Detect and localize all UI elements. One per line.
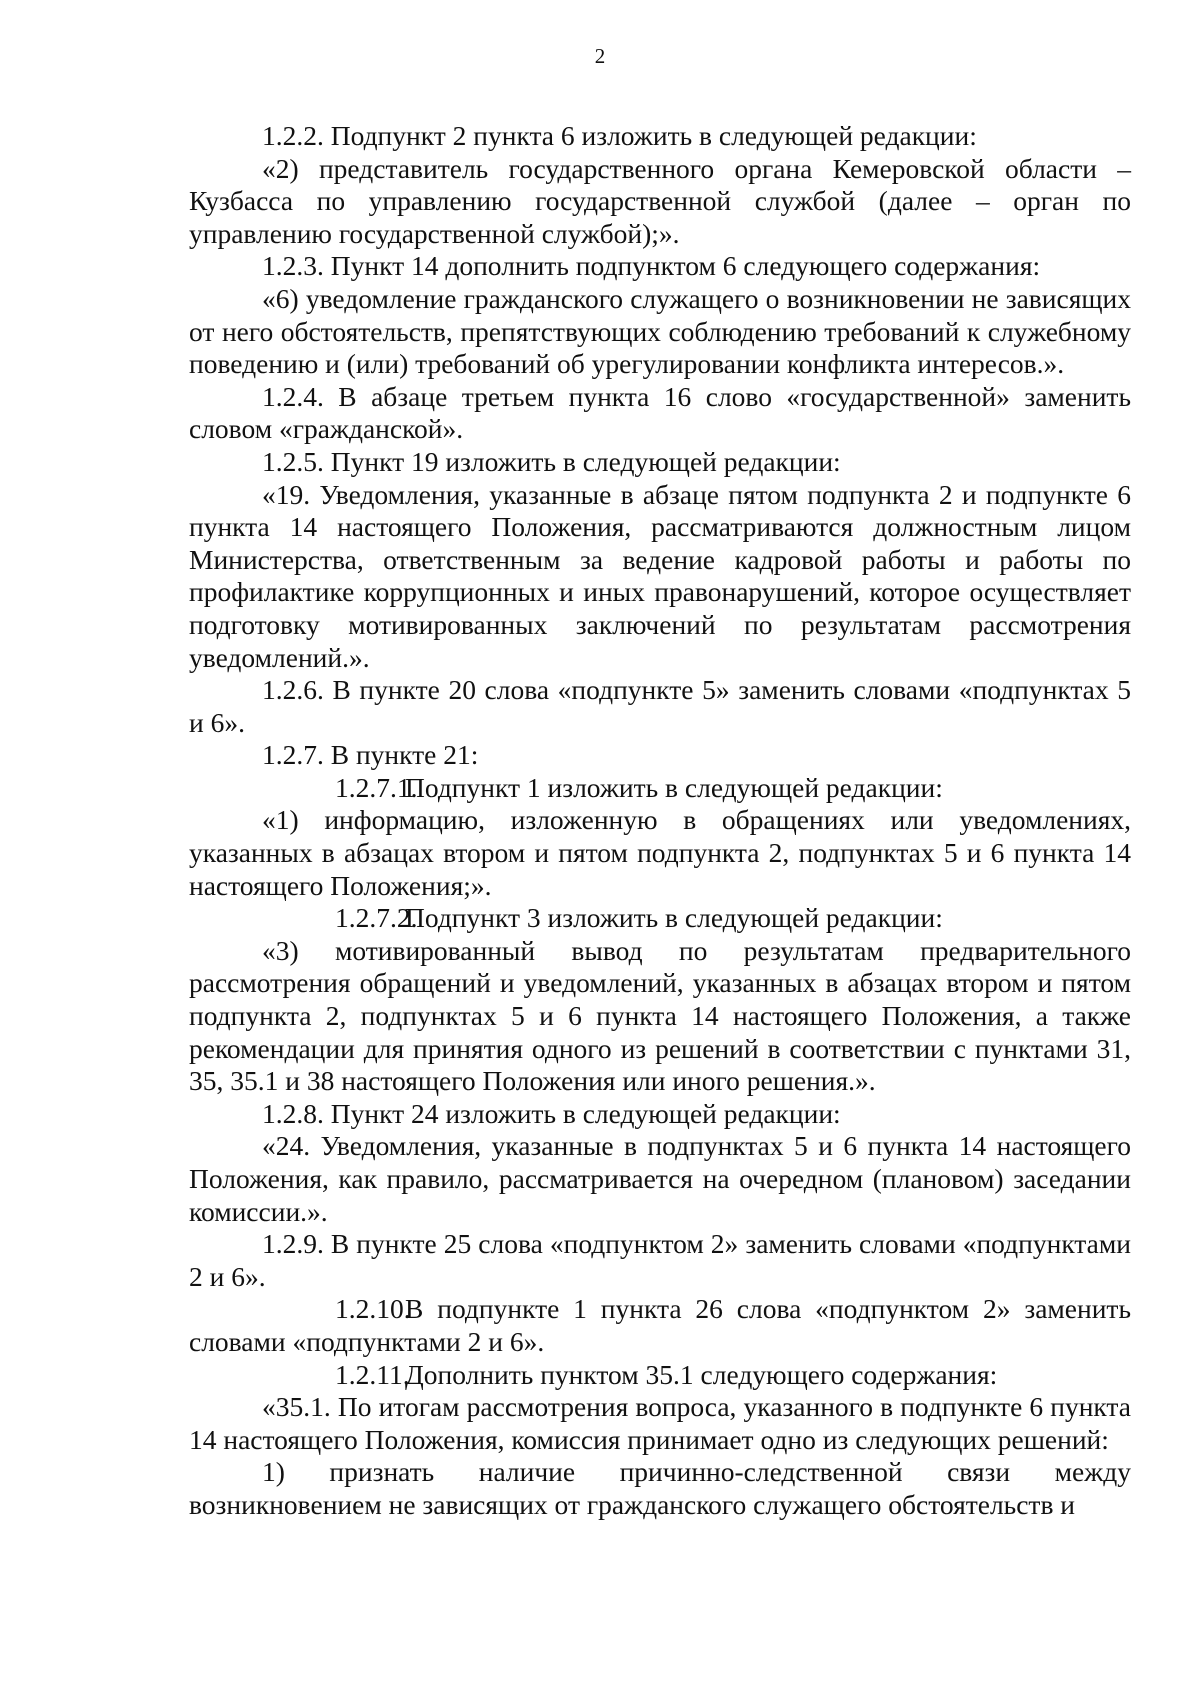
paragraph-number: 1.2.7.2. <box>335 902 418 934</box>
page-number: 2 <box>594 44 606 68</box>
paragraph-quote-6: «6) уведомление гражданского служащего о возникновении не зависящих от него обстоятельств, препятствующих соблюдению требований к служебному поведению и (или) требований об урегулировании конфликта интересов.». <box>189 282 1131 380</box>
document-body <box>189 120 1131 1522</box>
paragraph-1-2-5: 1.2.5. Пункт 19 изложить в следующей редакции: <box>262 445 841 477</box>
paragraph-1-2-7-2: 1.2.7.2.Подпункт 3 изложить в следующей редакции: <box>189 902 1131 935</box>
paragraph-item-1: 1) признать наличие причинно-следственной связи между возникновением не зависящих от гражданского служащего обстоятельств и <box>189 1456 1131 1520</box>
paragraph-1-2-2: 1.2.2. Подпункт 2 пункта 6 изложить в следующей редакции: <box>262 120 977 151</box>
paragraph-1-2-3: 1.2.3. Пункт 14 дополнить подпунктом 6 следующего содержания: <box>262 250 1041 282</box>
paragraph-quote-35-1: «35.1. По итогам рассмотрения вопроса, указанного в подпункте 6 пункта 14 настоящего Положения, комиссия принимает одно из следующих решений: <box>189 1391 1131 1455</box>
paragraph-quote-3: «3) мотивированный вывод по результатам предварительного рассмотрения обращений и уведомлений, указанных в абзацах втором и пятом подпункта 2, подпунктах 5 и 6 пункта 14 настоящего Положения, а также рекомендации для принятия одного из решений в соответствии с пунктами 31, 35, 35.1 и 38 настоящего Положения или иного решения.». <box>189 934 1131 1097</box>
paragraph-1-2-11: 1.2.11.Дополнить пунктом 35.1 следующего содержания: <box>189 1359 1131 1392</box>
paragraph-quote-24: «24. Уведомления, указанные в подпунктах 5 и 6 пункта 14 настоящего Положения, как правило, рассматривается на очередном (плановом) заседании комиссии.». <box>189 1130 1131 1227</box>
paragraph-number: 1.2.7.1. <box>335 771 418 803</box>
paragraph-1-2-9: 1.2.9. В пункте 25 слова «подпунктом 2» заменить словами «подпунктами 2 и 6». <box>189 1228 1131 1292</box>
paragraph-1-2-7-1: 1.2.7.1.Подпункт 1 изложить в следующей редакции: <box>189 772 1131 805</box>
paragraph-number: 1.2.10. <box>335 1293 411 1325</box>
paragraph-1-2-6: 1.2.6. В пункте 20 слова «подпункте 5» заменить словами «подпунктах 5 и 6». <box>189 674 1131 738</box>
paragraph-quote-1: «1) информацию, изложенную в обращениях или уведомлениях, указанных в абзацах втором и пятом подпункта 2, подпунктах 5 и 6 пункта 14 настоящего Положения;». <box>189 804 1131 901</box>
paragraph-1-2-8: 1.2.8. Пункт 24 изложить в следующей редакции: <box>262 1097 841 1129</box>
paragraph-quote-2: «2) представитель государственного органа Кемеровской области – Кузбасса по управлению государственной службой (далее – орган по управлению государственной службой);». <box>189 152 1131 249</box>
paragraph-1-2-4: 1.2.4. В абзаце третьем пункта 16 слово «государственной» заменить словом «гражданской». <box>189 380 1131 445</box>
paragraph-1-2-7: 1.2.7. В пункте 21: <box>262 739 479 771</box>
paragraph-quote-19: «19. Уведомления, указанные в абзаце пятом подпункта 2 и подпункте 6 пункта 14 настоящего Положения, рассматриваются должностным лицом Министерства, ответственным за ведение кадровой работы и работы по профилактике коррупционных и иных правонарушений, которое осуществляет подготовку мотивированных заключений по результатам рассмотрения уведомлений.». <box>189 478 1131 673</box>
paragraph-1-2-10: 1.2.10.В подпункте 1 пункта 26 слова «подпунктом 2» заменить словами «подпунктами 2 и 6». <box>189 1293 1131 1357</box>
paragraph-number: 1.2.11. <box>335 1358 410 1390</box>
